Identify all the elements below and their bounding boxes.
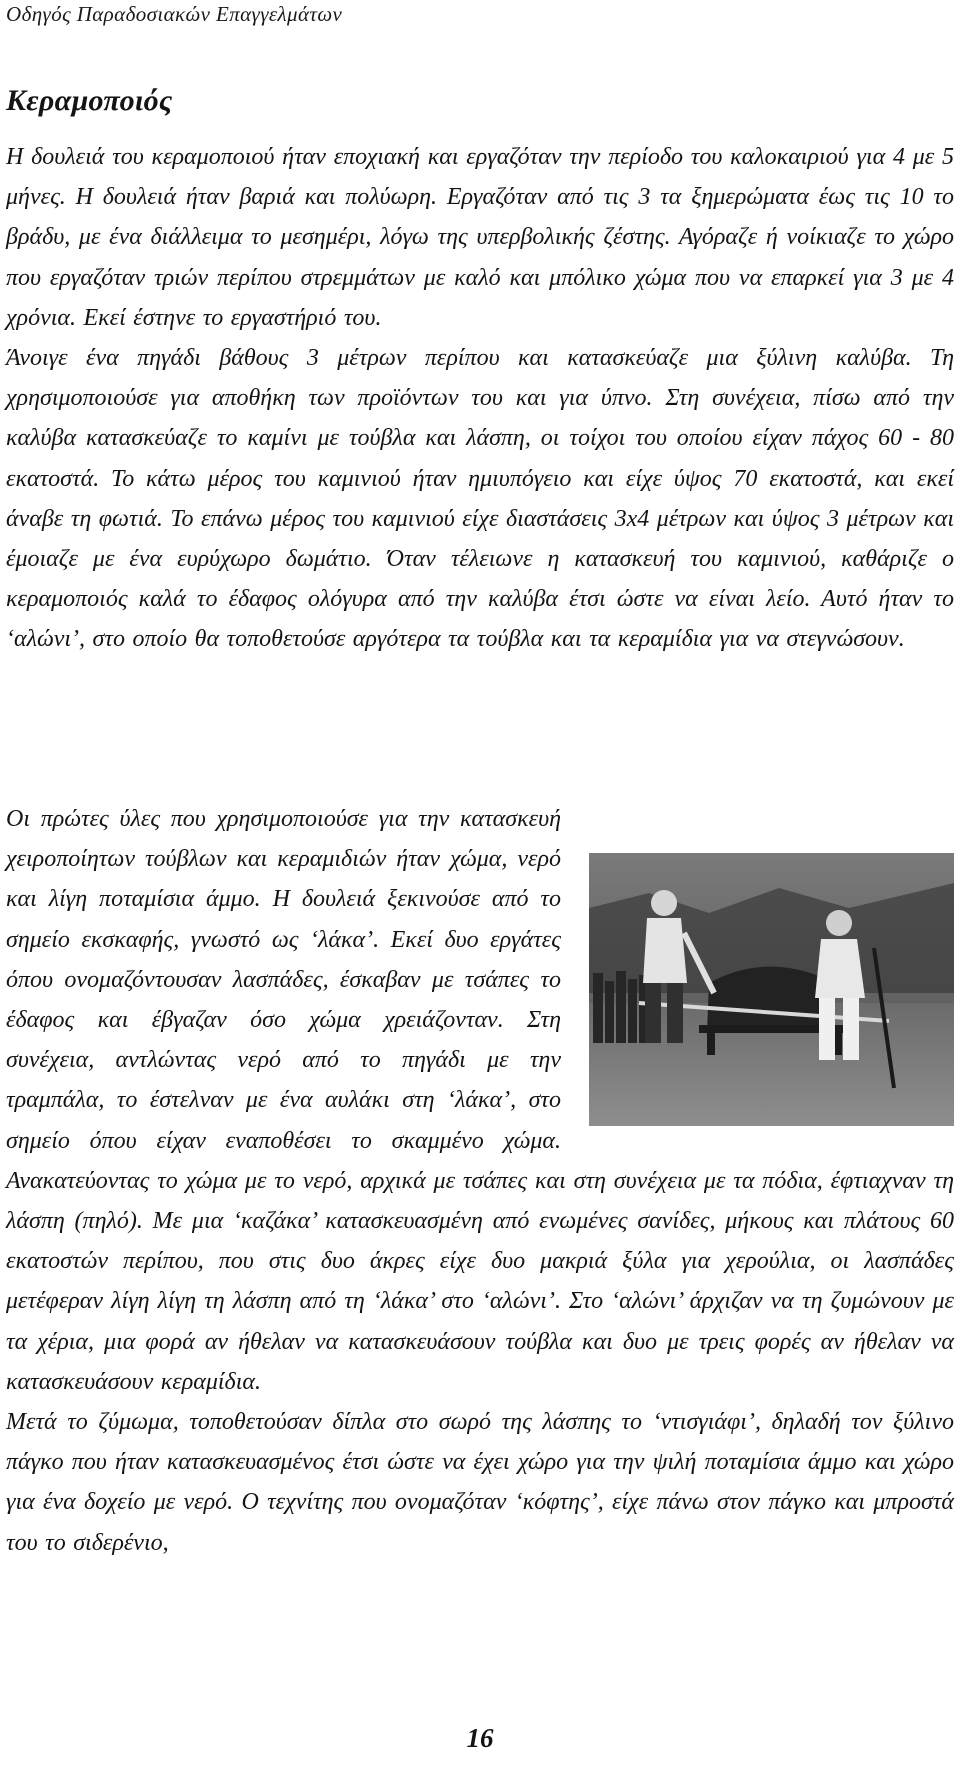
paragraph: Η δουλειά του κεραμοποιού ήταν εποχιακή και εργαζόταν την περίοδο του καλοκαιριού για 4 με 5 μήνες. Η δουλειά ήταν βαριά και πολύωρη. Εργαζόταν από τις 3 τα ξημερώματα έως τις 10 το βράδυ, με ένα διάλλειμα το μεσημέρι, λόγω της υπερβολικής ζέστης. Αγόραζε ή νοίκιαζε το χώρο που εργαζόταν τριών περίπου στρεμμάτων με καλό και μπόλικο χώμα που να επαρκεί για 3 με 4 χρόνια. Εκεί έστηνε το εργαστήριό του. <box>6 144 954 331</box>
text-block-materials <box>6 799 954 1563</box>
paragraph: Μετά το ζύμωμα, τοποθετούσαν δίπλα στο σωρό της λάσπης το ‘ντισγιάφι’, δηλαδή τον ξύλινο πάγκο που ήταν κατασκευασμένος έτσι ώστε να έχει χώρο για την ψιλή ποταμίσια άμμο και χώρο για ένα δοχείο με νερό. Ο τεχνίτης που ονομαζόταν ‘κόφτης’, είχε πάνω στον πάγκο και μπροστά του το σιδερένιο, <box>6 1409 954 1556</box>
workers-photo <box>589 853 954 1126</box>
text-block-intro <box>6 137 954 660</box>
paragraph: Οι πρώτες ύλες που χρησιμοποιούσε για την κατασκευή χειροποίητων τούβλων και κεραμιδιών ήταν χώμα, νερό και λίγη ποταμίσια άμμο. Η δουλειά ξεκινούσε από το σημείο εκσκαφής, γνωστό ως ‘λάκα’. Εκεί δυο εργάτες όπου ονομαζόντουσαν λασπάδες, έσκαβαν με τσάπες το έδαφος και έβγαζαν όσο χώμα χρειάζονταν. Στη συνέχεια, αντλώντας νερό από το πηγάδι με την τραμπάλα, το έστελναν με ένα αυλάκι στη ‘λάκα’, στο σημείο όπου είχαν εναποθέσει το σκαμμένο χώμα. Ανακατεύοντας το χώμα με το νερό, αρχικά με τσάπες και στη συνέχεια με τα πόδια, έφτιαχναν τη λάσπη (πηλό). Με μια ‘καζάκα’ κατασκευασμένη από ενωμένες σανίδες, μήκους και πλάτους 60 εκατοστών περίπου, που στις δυο άκρες είχε δυο μακριά ξύλα για χερούλια, οι λασπάδες μετέφεραν λίγη λίγη τη λάσπη από τη ‘λάκα’ στο ‘αλώνι’. Στο ‘αλώνι’ άρχιζαν να τη ζυμώνουν με τα χέρια, μια φορά αν ήθελαν να κατασκευάσουν τούβλα και δυο με τρεις φορές αν ήθελαν να κατασκευάσουν κεραμίδια. <box>6 806 954 1395</box>
paragraph: Άνοιγε ένα πηγάδι βάθους 3 μέτρων περίπου και κατασκεύαζε μια ξύλινη καλύβα. Τη χρησιμοποιούσε για αποθήκη των προϊόντων του και για ύπνο. Στη συνέχεια, πίσω από την καλύβα κατασκεύαζε το καμίνι με τούβλα και λάσπη, οι τοίχοι του οποίου είχαν πάχος 60 - 80 εκατοστά. Το κάτω μέρος του καμινιού ήταν ημιυπόγειο και είχε ύψος 70 εκατοστά, και εκεί άναβε τη φωτιά. Το επάνω μέρος του καμινιού είχε διαστάσεις 3x4 μέτρων και ύψος 3 μέτρων και έμοιαζε με ένα ευρύχωρο δωμάτιο. Όταν τέλειωνε η κατασκευή του καμινιού, καθάριζε ο κεραμοποιός καλά το έδαφος ολόγυρα από την καλύβα έτσι ώστε να είναι λείο. Αυτό ήταν το ‘αλώνι’, στο οποίο θα τοποθετούσε αργότερα τα τούβλα και τα κεραμίδια για να στεγνώσουν. <box>6 345 954 653</box>
page-number: 16 <box>466 1723 494 1753</box>
photo-illustration <box>589 853 954 1126</box>
chapter-title: Κεραμοποιός <box>6 84 173 117</box>
running-header: Οδηγός Παραδοσιακών Επαγγελμάτων <box>6 2 343 26</box>
